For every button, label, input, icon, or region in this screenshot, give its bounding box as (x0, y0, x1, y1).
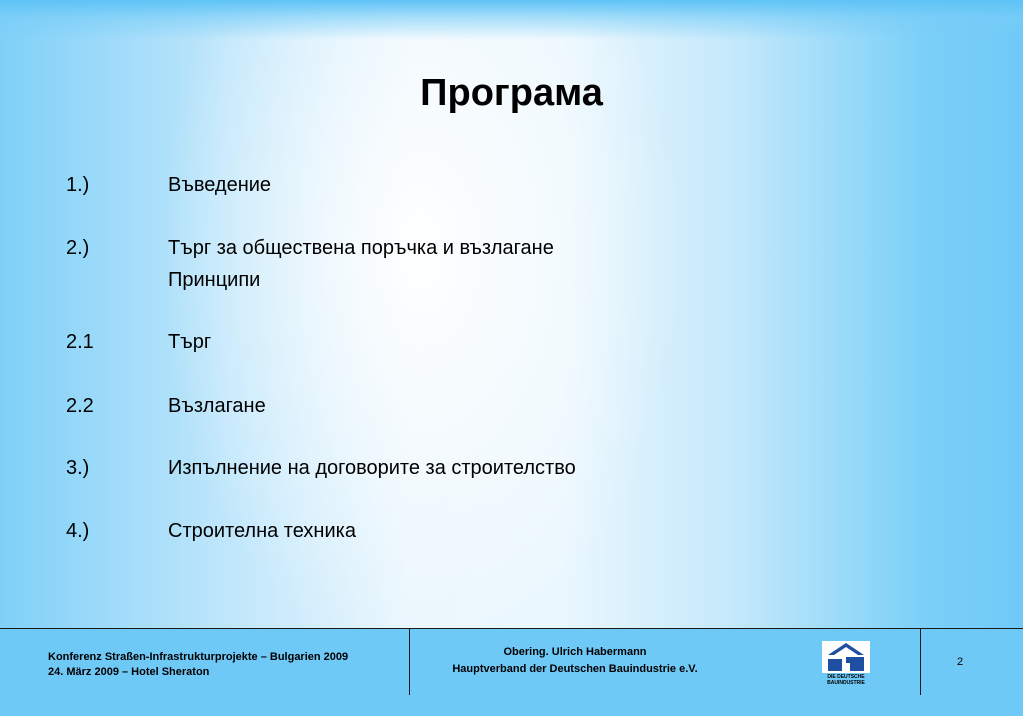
logo-wordmark (822, 674, 870, 686)
agenda-item-number: 1.) (66, 174, 90, 196)
page-number: 2 (957, 656, 964, 668)
agenda-item-subtext: Принципи (168, 269, 261, 291)
bauindustrie-logo (822, 641, 870, 687)
house-logo-icon (822, 641, 870, 673)
agenda-item-text: Строителна техника (168, 520, 356, 542)
agenda-item-text: Изпълнение на договорите за строителство (168, 457, 576, 479)
agenda-item-text: Въведение (168, 174, 272, 196)
presenter-info (410, 629, 740, 695)
agenda-item-text: Възлагане (168, 395, 266, 417)
agenda-item-number: 4.) (66, 520, 90, 542)
agenda-item-number: 2.1 (66, 331, 94, 353)
slide-title: Програма (420, 72, 603, 114)
logo-line: DIE DEUTSCHE (827, 674, 865, 680)
agenda-item-number: 3.) (66, 457, 90, 479)
agenda-item-number: 2.) (66, 237, 90, 259)
presenter-organization: Hauptverband der Deutschen Bauindustrie e.V. (452, 663, 698, 675)
footer-divider (920, 629, 921, 695)
conference-info (48, 650, 348, 716)
presenter-name: Obering. Ulrich Habermann (503, 646, 647, 658)
agenda-item-text: Търг (168, 331, 212, 353)
agenda-item-text: Търг за обществена поръчка и възлагане (168, 237, 554, 259)
logo-line: BAUINDUSTRIE (827, 680, 865, 686)
conference-name: Konferenz Straßen-Infrastrukturprojekte – Bulgarien 2009 (48, 651, 349, 663)
footer (0, 628, 1023, 695)
conference-date: 24. März 2009 – Hotel Sheraton (48, 666, 210, 678)
agenda-item-number: 2.2 (66, 395, 94, 417)
